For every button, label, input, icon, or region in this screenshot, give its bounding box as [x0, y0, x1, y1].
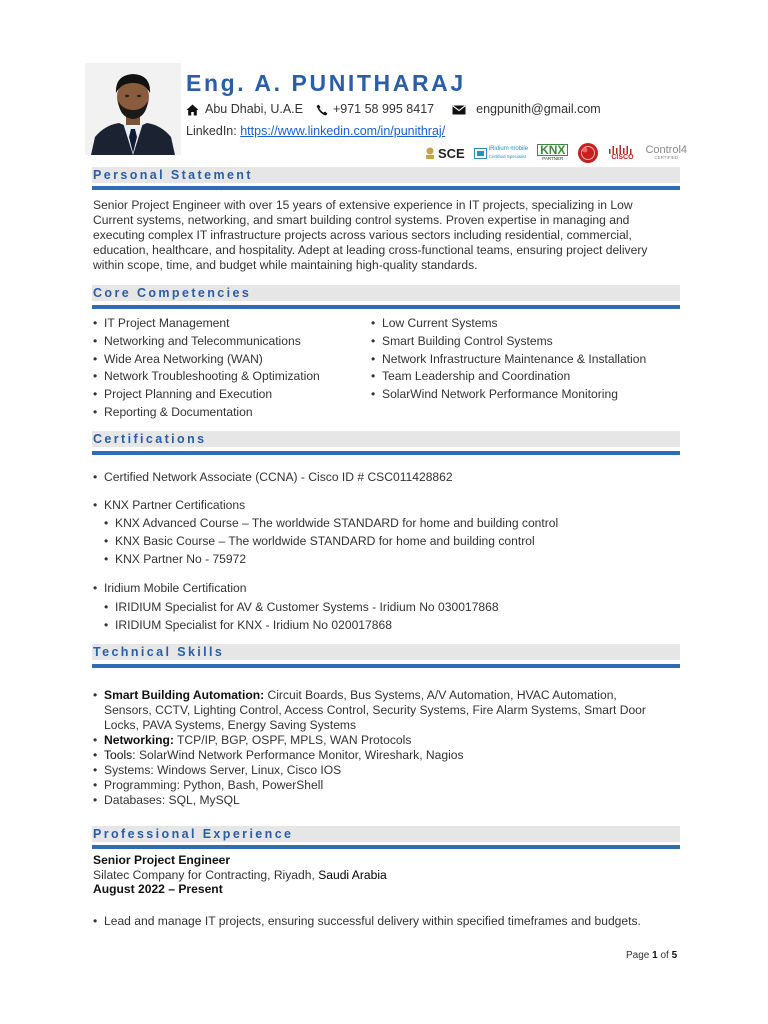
job-company: [93, 868, 387, 882]
skill-label: Networking:: [104, 733, 174, 747]
statement-line: education, healthcare, and hospitality. Adept at leading cross-functional teams, ensuring project delivery: [93, 243, 648, 257]
section-divider: [92, 305, 680, 309]
personal-statement-text: [93, 198, 673, 273]
skill-label: Tools:: [104, 748, 136, 762]
list-item: • Programming: Python, Bash, PowerShell: [93, 778, 324, 792]
technical-skills-list: [93, 688, 678, 808]
iridium-text: iRidium mobile: [488, 146, 529, 152]
list-item: • IRIDIUM Specialist for KNX - Iridium No 020017868: [104, 617, 392, 632]
section-divider: [92, 451, 680, 455]
knx-sublist: [104, 515, 558, 568]
list-item: • Systems: Windows Server, Linux, Cisco IOS: [93, 763, 342, 777]
section-title-core-competencies: Core Competencies: [93, 286, 252, 300]
list-item: • Project Planning and Execution: [93, 387, 273, 402]
job-dates: August 2022 – Present: [93, 882, 223, 896]
page-number: Page 1 of 5: [626, 950, 678, 961]
section-title-personal-statement: Personal Statement: [93, 168, 253, 182]
section-title-professional-experience: Professional Experience: [93, 827, 294, 841]
list-item: • Databases: SQL, MySQL: [93, 793, 240, 807]
home-icon: [186, 102, 199, 116]
list-item: • Team Leadership and Coordination: [371, 369, 571, 384]
contact-line: [186, 102, 601, 116]
linkedin-line: [186, 124, 445, 138]
list-item: • SolarWind Network Performance Monitoring: [371, 387, 618, 402]
list-item: • Smart Building Control Systems: [371, 333, 553, 348]
company-name: Silatec Company for Contracting, Riyadh,: [93, 868, 319, 882]
list-item: • Network Infrastructure Maintenance & Installation: [371, 351, 647, 366]
section-divider: [92, 845, 680, 849]
list-item: • Tools: SolarWind Network Performance Monitor, Wireshark, Nagios: [93, 748, 464, 762]
cisco-text: CISCO: [611, 153, 634, 161]
skill-label: Smart Building Automation:: [104, 688, 265, 702]
list-item: • KNX Partner Certifications: [93, 498, 246, 512]
list-item: • KNX Partner No - 75972: [104, 551, 247, 566]
company-country: Saudi Arabia: [318, 868, 387, 882]
competencies-right-column: [371, 315, 646, 404]
iridium-subtext: Certified Specialist: [488, 154, 526, 159]
control4-subtext: CERTIFIED: [654, 155, 679, 160]
statement-line: within scope, time, and budget while maintaining high-quality standards.: [93, 258, 478, 272]
candidate-name: Eng. A. PUNITHARAJ: [186, 70, 466, 96]
section-title-technical-skills: Technical Skills: [93, 645, 225, 659]
list-item: • Lead and manage IT projects, ensuring successful delivery within specified timeframes and budgets.: [93, 914, 641, 928]
statement-line: Current systems, networking, and smart building control systems. Proven expertise in managing and: [93, 213, 630, 227]
competencies-left-column: [93, 315, 320, 422]
list-item: • Network Troubleshooting & Optimization: [93, 369, 320, 384]
knx-logo: [537, 144, 568, 162]
section-title-certifications: Certifications: [93, 432, 207, 446]
sce-logo: [424, 146, 465, 161]
section-divider: [92, 664, 680, 668]
control4-text: Control4: [645, 144, 688, 156]
section-divider: [92, 186, 680, 190]
control4-logo: [645, 145, 687, 161]
list-item: • Networking and Telecommunications: [93, 333, 301, 348]
list-item: • Reporting & Documentation: [93, 404, 253, 419]
cisco-logo: [608, 145, 636, 162]
mail-icon: [452, 102, 466, 116]
red-seal-icon: [577, 142, 599, 164]
list-item: • IRIDIUM Specialist for AV & Customer Systems - Iridium No 030017868: [104, 600, 499, 614]
list-item: • Certified Network Associate (CCNA) - Cisco ID # CSC011428862: [93, 470, 453, 484]
list-item: • Low Current Systems: [371, 316, 498, 330]
list-item: • IT Project Management: [93, 316, 230, 330]
knx-text: KNX: [537, 144, 568, 156]
list-item: • KNX Basic Course – The worldwide STANDARD for home and building control: [104, 533, 535, 548]
list-item: • Smart Building Automation: Circuit Boards, Bus Systems, A/V Automation, HVAC Automation, Sensors, CCTV, Lighting Control, Access Control, Security Systems, Fire Alarm Systems, Smart Door Locks, PAVA Systems, Energy Saving Systems: [93, 688, 646, 732]
job-title: Senior Project Engineer: [93, 853, 231, 867]
iridium-sublist: [104, 599, 499, 635]
list-item: • Iridium Mobile Certification: [93, 581, 247, 595]
linkedin-link[interactable]: https://www.linkedin.com/in/punithraj/: [240, 124, 446, 138]
sce-text: SCE: [438, 145, 465, 161]
phone-icon: [316, 102, 328, 116]
knx-subtext: PARTNER: [542, 156, 564, 161]
certification-logos: [424, 141, 687, 165]
linkedin-label: LinkedIn:: [186, 124, 241, 138]
statement-line: Senior Project Engineer with over 15 years of extensive experience in IT projects, specializing in Low: [93, 198, 633, 212]
iridium-logo: [474, 146, 528, 160]
list-item: • Networking: TCP/IP, BGP, OSPF, MPLS, WAN Protocols: [93, 733, 412, 747]
list-item: • KNX Advanced Course – The worldwide STANDARD for home and building control: [104, 516, 559, 530]
phone-text: +971 58 995 8417: [332, 102, 435, 116]
email-text: engpunith@gmail.com: [476, 102, 601, 116]
list-item: • Wide Area Networking (WAN): [93, 351, 263, 366]
statement-line: executing complex IT infrastructure projects across various sectors including residential, commercial,: [93, 228, 632, 242]
profile-photo: [85, 63, 181, 155]
location-text: Abu Dhabi, U.A.E: [205, 102, 303, 116]
